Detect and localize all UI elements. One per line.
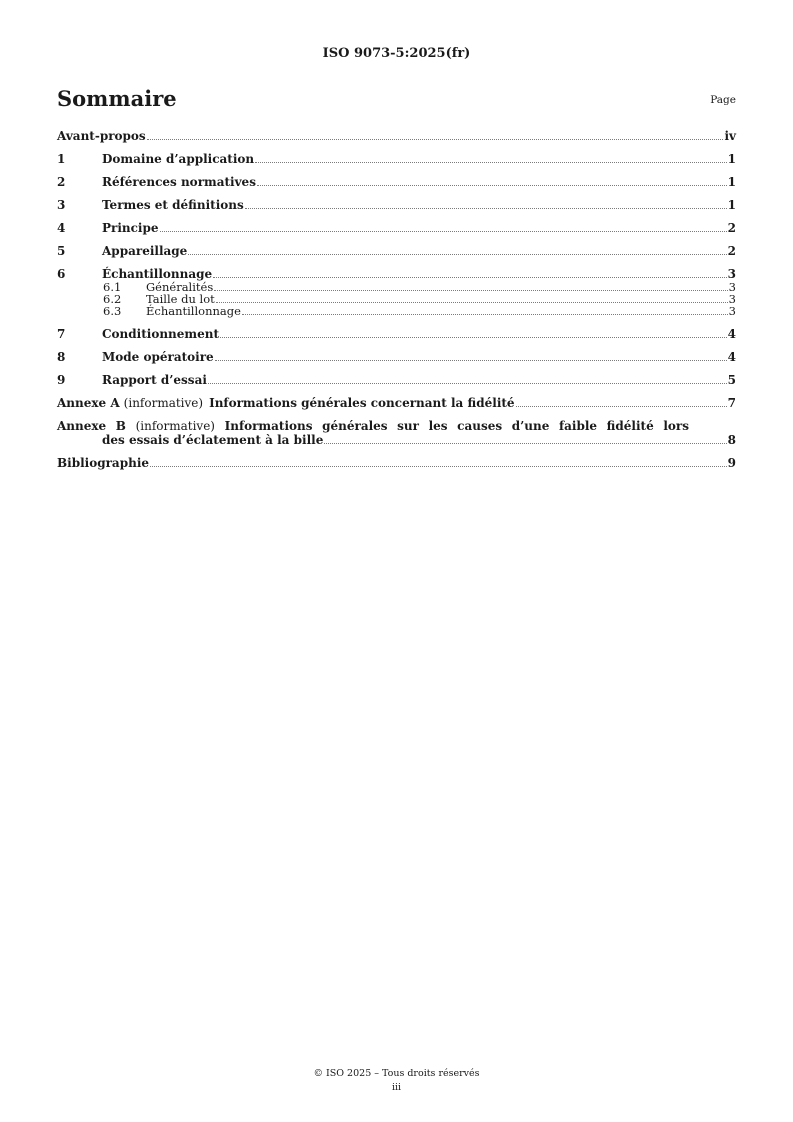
toc-entry-label: Domaine d’application: [102, 152, 255, 166]
dot-leader: [215, 360, 727, 361]
toc-entry-page: 4: [727, 350, 736, 364]
toc-entry-page: 3: [727, 267, 736, 281]
toc-subentry-page: 3: [728, 280, 736, 294]
toc-entry-label-line2: des essais d’éclatement à la bille: [102, 433, 324, 447]
copyright-notice: © ISO 2025 – Tous droits réservés: [313, 1068, 480, 1079]
toc-entry-label: Échantillonnage: [102, 267, 213, 281]
annex-type: (informative): [135, 419, 215, 433]
toc-entry-label: Appareillage: [102, 244, 188, 258]
toc-entry-label: Bibliographie: [57, 456, 150, 470]
dot-leader: [216, 302, 728, 303]
toc-entry-page: 8: [727, 433, 736, 447]
dot-leader: [220, 337, 727, 338]
toc-subentry-page: 3: [728, 292, 736, 306]
toc-entry-page: 7: [727, 396, 736, 410]
toc-entry-bibliography[interactable]: [57, 456, 736, 470]
dot-leader: [324, 443, 726, 444]
dot-leader: [188, 254, 726, 255]
dot-leader: [208, 383, 727, 384]
toc-entry-page: 4: [727, 327, 736, 341]
toc-entry-number: 5: [57, 244, 66, 258]
toc-entry-page: 1: [727, 175, 736, 189]
toc-entry-section-1[interactable]: [57, 152, 736, 166]
toc-subentry-page: 3: [728, 304, 736, 318]
toc-entry-number: 8: [57, 350, 66, 364]
toc-entry-page: 2: [727, 221, 736, 235]
toc-entry-label-line1: Informations générales sur les causes d’une faible fidélité lors: [224, 419, 689, 433]
toc-entry-section-2[interactable]: [57, 175, 736, 189]
dot-leader: [160, 231, 727, 232]
table-of-contents: [57, 129, 736, 479]
toc-entry-number: 3: [57, 198, 66, 212]
dot-leader: [245, 208, 727, 209]
toc-entry-label: Termes et définitions: [102, 198, 244, 212]
toc-entry-annex-b[interactable]: [57, 419, 736, 447]
dot-leader: [213, 277, 726, 278]
dot-leader: [242, 314, 728, 315]
toc-subentry-label: Généralités: [146, 280, 214, 294]
toc-entry-annex-a[interactable]: [57, 396, 736, 410]
toc-entry-label: Principe: [102, 221, 159, 235]
document-id: ISO 9073-5:2025(fr): [322, 46, 471, 61]
toc-entry-section-5[interactable]: [57, 244, 736, 258]
page-footer: [0, 1067, 793, 1095]
dot-leader: [147, 139, 724, 140]
toc-entry-section-6[interactable]: [57, 267, 736, 281]
toc-subentry-number: 6.1: [103, 280, 122, 294]
annex-prefix: Annexe B: [57, 419, 126, 433]
toc-entry-page: iv: [724, 129, 736, 143]
toc-entry-section-4[interactable]: [57, 221, 736, 235]
toc-entry-page: 9: [727, 456, 736, 470]
annex-b-second-line: [57, 433, 736, 447]
page-title: Sommaire: [57, 86, 177, 111]
toc-subentry-6-3[interactable]: [57, 306, 736, 318]
toc-entry-page: 1: [727, 152, 736, 166]
toc-entry-section-8[interactable]: [57, 350, 736, 364]
toc-subentry-number: 6.2: [103, 292, 122, 306]
page-column-label: Page: [710, 94, 736, 106]
toc-entry-number: 2: [57, 175, 66, 189]
toc-entry-number: 4: [57, 221, 66, 235]
toc-entry-section-9[interactable]: [57, 373, 736, 387]
toc-entry-number: 6: [57, 267, 66, 281]
toc-subentry-label: Échantillonnage: [146, 304, 241, 318]
toc-entry-foreword[interactable]: [57, 129, 736, 143]
toc-entry-page: 5: [727, 373, 736, 387]
toc-entry-label: Mode opératoire: [102, 350, 214, 364]
toc-entry-label: Rapport d’essai: [102, 373, 207, 387]
toc-entry-number: 7: [57, 327, 66, 341]
toc-entry-label: Avant-propos: [57, 129, 146, 143]
dot-leader: [255, 162, 727, 163]
toc-entry-label: Conditionnement: [102, 327, 220, 341]
toc-entry-label: Informations générales concernant la fidélité: [209, 396, 515, 410]
toc-entry-section-3[interactable]: [57, 198, 736, 212]
toc-entry-page: 2: [727, 244, 736, 258]
page-number: iii: [391, 1082, 402, 1093]
toc-subentry-label: Taille du lot: [146, 292, 215, 306]
dot-leader: [150, 466, 727, 467]
toc-entry-number: 1: [57, 152, 66, 166]
dot-leader: [257, 185, 727, 186]
annex-type: (informative): [123, 396, 204, 410]
dot-leader: [516, 406, 727, 407]
toc-entry-section-7[interactable]: [57, 327, 736, 341]
toc-entry-number: 9: [57, 373, 66, 387]
toc-entry-page: 1: [727, 198, 736, 212]
annex-b-first-line: [57, 419, 689, 433]
toc-subentry-number: 6.3: [103, 304, 122, 318]
dot-leader: [214, 290, 727, 291]
toc-entry-label: Références normatives: [102, 175, 256, 189]
annex-prefix: Annexe A: [57, 396, 120, 410]
toc-subsections-6: [57, 282, 736, 318]
